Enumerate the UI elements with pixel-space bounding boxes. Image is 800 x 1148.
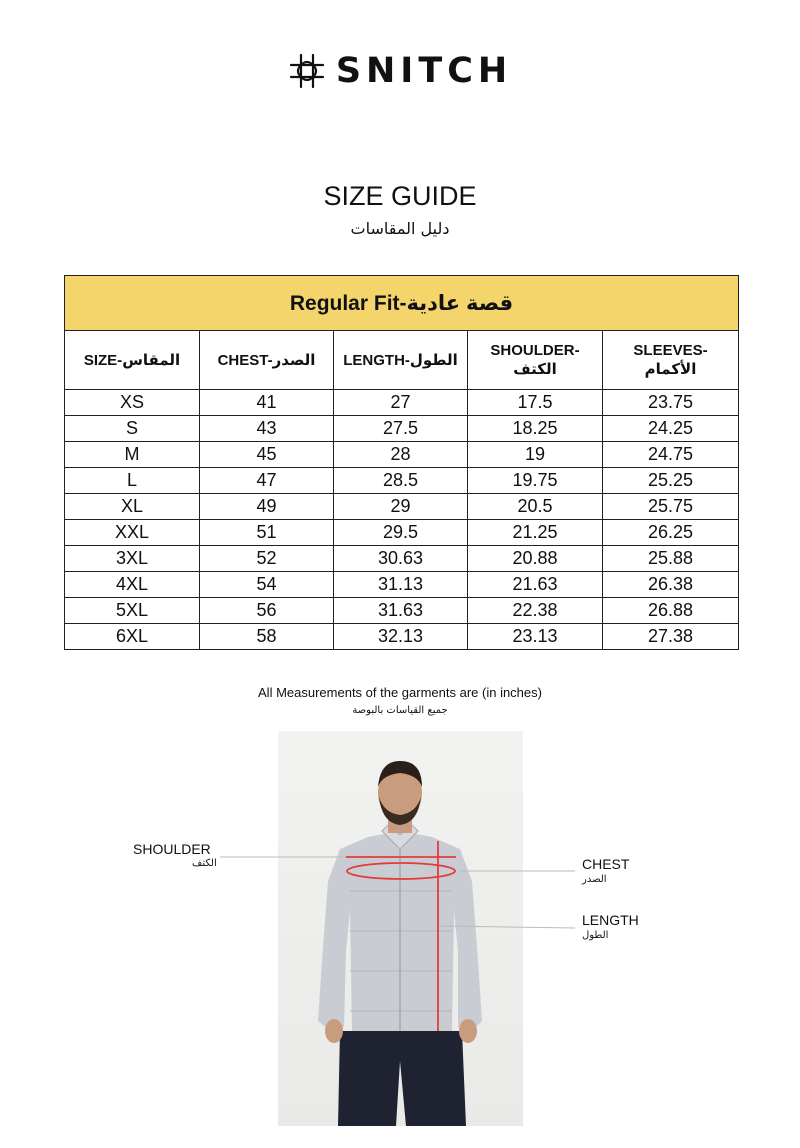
shoulder-cell: 19 — [468, 442, 603, 468]
page-title-arabic: دليل المقاسات — [350, 219, 450, 238]
length-label: LENGTH — [582, 912, 639, 928]
column-header-shoulder-en: SHOULDER- — [490, 342, 580, 359]
shoulder-cell: 17.5 — [468, 390, 603, 416]
shoulder-cell: 21.25 — [468, 520, 603, 546]
table-row — [65, 624, 739, 650]
model-shirt-illustration — [278, 731, 523, 1126]
size-cell: 4XL — [65, 572, 200, 598]
chest-cell: 58 — [200, 624, 334, 650]
chest-label-arabic: الصدر — [582, 874, 607, 885]
length-cell: 28.5 — [334, 468, 468, 494]
shoulder-label-arabic: الكتف — [192, 858, 217, 869]
column-header-length-text: LENGTH-الطول — [343, 350, 458, 369]
column-header-sleeves — [603, 331, 739, 390]
shoulder-cell: 22.38 — [468, 598, 603, 624]
chest-cell: 54 — [200, 572, 334, 598]
length-cell: 27 — [334, 390, 468, 416]
column-header-sleeves-ar: الأكمام — [644, 360, 697, 378]
size-cell: XS — [65, 390, 200, 416]
column-header-row — [65, 331, 739, 390]
table-row — [65, 416, 739, 442]
size-cell: L — [65, 468, 200, 494]
size-cell: 6XL — [65, 624, 200, 650]
model-photo — [278, 731, 523, 1126]
table-row — [65, 598, 739, 624]
shoulder-cell: 23.13 — [468, 624, 603, 650]
shoulder-cell: 19.75 — [468, 468, 603, 494]
chest-cell: 43 — [200, 416, 334, 442]
column-header-length — [334, 331, 468, 390]
length-cell: 31.13 — [334, 572, 468, 598]
sleeves-cell: 26.38 — [603, 572, 739, 598]
hash-knot-logo-icon — [288, 52, 326, 90]
sleeves-cell: 24.25 — [603, 416, 739, 442]
chest-cell: 45 — [200, 442, 334, 468]
chest-cell: 41 — [200, 390, 334, 416]
column-header-chest-text: CHEST-الصدر — [217, 350, 316, 369]
shoulder-label: SHOULDER — [133, 841, 211, 857]
shoulder-cell: 20.88 — [468, 546, 603, 572]
page-title: SIZE GUIDE — [323, 181, 477, 211]
measurement-note-arabic: جميع القياسات بالبوصة — [352, 705, 448, 716]
shoulder-cell: 18.25 — [468, 416, 603, 442]
column-header-sleeves-en: SLEEVES- — [633, 342, 708, 359]
table-row — [65, 494, 739, 520]
length-cell: 27.5 — [334, 416, 468, 442]
column-header-chest — [200, 331, 334, 390]
sleeves-cell: 25.75 — [603, 494, 739, 520]
sleeves-cell: 23.75 — [603, 390, 739, 416]
column-header-shoulder — [468, 331, 603, 390]
length-label-arabic: الطول — [582, 930, 609, 941]
column-header-shoulder-ar: الكتف — [513, 360, 557, 378]
size-table — [64, 275, 739, 650]
sleeves-cell: 26.88 — [603, 598, 739, 624]
sleeves-cell: 27.38 — [603, 624, 739, 650]
size-cell: M — [65, 442, 200, 468]
chest-cell: 56 — [200, 598, 334, 624]
chest-cell: 52 — [200, 546, 334, 572]
shoulder-cell: 20.5 — [468, 494, 603, 520]
sleeves-cell: 24.75 — [603, 442, 739, 468]
chest-cell: 47 — [200, 468, 334, 494]
length-cell: 31.63 — [334, 598, 468, 624]
table-row — [65, 572, 739, 598]
length-cell: 30.63 — [334, 546, 468, 572]
size-cell: 5XL — [65, 598, 200, 624]
table-row — [65, 390, 739, 416]
measurement-note: All Measurements of the garments are (in inches) — [258, 685, 542, 700]
size-cell: XL — [65, 494, 200, 520]
table-row — [65, 546, 739, 572]
length-cell: 28 — [334, 442, 468, 468]
length-cell: 29 — [334, 494, 468, 520]
size-cell: XXL — [65, 520, 200, 546]
column-header-size-text: SIZE-المقاس — [83, 350, 181, 369]
table-row — [65, 520, 739, 546]
chest-cell: 49 — [200, 494, 334, 520]
fit-label: Regular Fit-قصة عادية — [65, 276, 739, 331]
brand-logo — [0, 50, 800, 92]
column-header-size — [65, 331, 200, 390]
length-cell: 32.13 — [334, 624, 468, 650]
chest-cell: 51 — [200, 520, 334, 546]
table-row — [65, 468, 739, 494]
sleeves-cell: 25.25 — [603, 468, 739, 494]
sleeves-cell: 26.25 — [603, 520, 739, 546]
size-cell: 3XL — [65, 546, 200, 572]
size-cell: S — [65, 416, 200, 442]
shoulder-cell: 21.63 — [468, 572, 603, 598]
table-row — [65, 442, 739, 468]
length-cell: 29.5 — [334, 520, 468, 546]
sleeves-cell: 25.88 — [603, 546, 739, 572]
brand-name: SNITCH — [335, 51, 513, 91]
fit-header-row — [65, 276, 739, 331]
chest-label: CHEST — [582, 856, 630, 872]
